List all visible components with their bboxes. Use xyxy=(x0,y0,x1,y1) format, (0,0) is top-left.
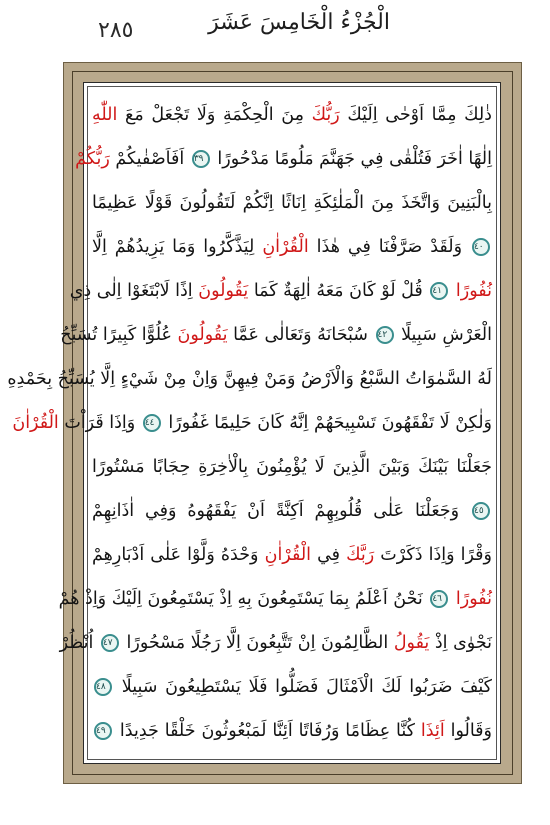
line-text: وَحْدَهُ وَلَّوْا عَلٰى اَدْبَارِهِمْ xyxy=(92,545,259,565)
line-text: الظَّالِمُونَ اِنْ تَتَّبِعُونَ اِلَّا رَجُلًا مَسْحُورًا xyxy=(126,633,389,653)
text-line xyxy=(92,664,492,710)
line-text: وَقَالُوا xyxy=(450,721,492,741)
text-line xyxy=(92,180,492,226)
highlighted-word: يَقُولُونَ xyxy=(198,281,249,301)
line-text: ذٰلِكَ مِمَّا اَوْحٰى اِلَيْكَ xyxy=(347,105,492,125)
line-text: اِلٰهًا اٰخَرَ فَتُلْقٰى فِي جَهَنَّمَ مَلُومًا مَدْحُورًا xyxy=(217,149,492,169)
highlighted-word: الْقُرْاٰنِ xyxy=(264,545,312,565)
line-text: اُنْظُرْ xyxy=(59,633,94,653)
line-text: وَجَعَلْنَا عَلٰى قُلُوبِهِمْ اَكِنَّةً اَنْ يَفْقَهُوهُ وَفِي اٰذَانِهِمْ xyxy=(92,501,460,521)
line-text: وَاِذَا قَرَاْتَ xyxy=(64,413,136,433)
verse-marker: ٤١ xyxy=(430,282,448,300)
text-line xyxy=(92,488,492,534)
line-text: نَحْنُ اَعْلَمُ بِمَا يَسْتَمِعُونَ بِهِ اِذْ يَسْتَمِعُونَ اِلَيْكَ وَاِذْ هُمْ xyxy=(58,589,423,609)
line-text: اَفَاَصْفٰيكُمْ xyxy=(115,149,185,169)
verse-marker: ٤٧ xyxy=(101,634,119,652)
text-line xyxy=(59,620,492,666)
text-line xyxy=(92,444,492,490)
line-text: جَعَلْنَا بَيْنَكَ وَبَيْنَ الَّذِينَ لَا يُؤْمِنُونَ بِالْاٰخِرَةِ حِجَابًا مَسْتُورًا xyxy=(92,457,492,477)
verse-marker: ٤٦ xyxy=(430,590,448,608)
highlighted-word: رَبُّكُمْ xyxy=(75,149,110,169)
verse-marker: ٤٢ xyxy=(376,326,394,344)
line-text: كُنَّا عِظَامًا وَرُفَاتًا اَئِنَّا لَمَبْعُوثُونَ خَلْقًا جَدِيدًا xyxy=(119,721,415,741)
line-text: عُلُوًّا كَبِيرًا تُسَبِّحُ xyxy=(60,325,172,345)
text-line xyxy=(92,532,492,578)
line-text: سُبْحَانَهُ وَتَعَالٰى عَمَّا xyxy=(233,325,368,345)
line-text: قُلْ لَوْ كَانَ مَعَهُ اٰلِهَةٌ كَمَا xyxy=(253,281,423,301)
juz-title: الْجُزْءُ الْخَامِسَ عَشَرَ xyxy=(208,10,390,35)
text-line xyxy=(60,312,492,358)
highlighted-word: رَبَّكَ xyxy=(346,545,375,565)
highlighted-word: يَقُولُونَ xyxy=(177,325,228,345)
line-text: نَجْوٰى اِذْ xyxy=(434,633,492,653)
line-text: فِي xyxy=(317,545,341,565)
line-text: اِذًا لَابْتَغَوْا اِلٰى ذِي xyxy=(69,281,193,301)
text-line xyxy=(92,708,492,754)
text-line xyxy=(7,356,492,402)
highlighted-word: اللّٰهِ xyxy=(92,105,118,125)
line-text: كَيْفَ ضَرَبُوا لَكَ الْاَمْثَالَ فَضَلُّوا فَلَا يَسْتَطِيعُونَ سَبِيلًا xyxy=(121,677,492,697)
highlighted-word: نُفُورًا xyxy=(455,281,492,301)
line-text: مِنَ الْحِكْمَةِ وَلَا تَجْعَلْ مَعَ xyxy=(125,105,304,125)
verse-marker: ٤٩ xyxy=(94,722,112,740)
verse-marker: ٤٤ xyxy=(143,414,161,432)
line-text: لَهُ السَّمٰوَاتُ السَّبْعُ وَالْاَرْضُ وَمَنْ فِيهِنَّ وَاِنْ مِنْ شَيْءٍ اِلَّا يُسَبِّحُ بِحَمْدِهِ xyxy=(7,369,492,389)
verse-marker: ٤٨ xyxy=(94,678,112,696)
line-text: وَلٰكِنْ لَا تَفْقَهُونَ تَسْبِيحَهُمْ اِنَّهُ كَانَ حَلِيمًا غَفُورًا xyxy=(168,413,492,433)
highlighted-word: رَبُّكَ xyxy=(311,105,340,125)
text-line xyxy=(58,576,492,622)
page-header xyxy=(0,0,550,62)
line-text: لِيَذَّكَّرُوا وَمَا يَزِيدُهُمْ اِلَّا xyxy=(92,237,255,257)
highlighted-word: نُفُورًا xyxy=(455,589,492,609)
text-line xyxy=(69,268,492,314)
verse-marker: ٣٩ xyxy=(192,150,210,168)
text-line xyxy=(92,92,492,138)
text-line xyxy=(92,224,492,270)
highlighted-word: الْقُرْاٰنَ xyxy=(12,413,59,433)
text-line xyxy=(75,136,492,182)
highlighted-word: الْقُرْاٰنِ xyxy=(262,237,309,257)
line-text: الْعَرْشِ سَبِيلًا xyxy=(401,325,492,345)
line-text: وَقْرًا وَاِذَا ذَكَرْتَ xyxy=(380,545,492,565)
verse-marker: ٤٠ xyxy=(472,238,490,256)
text-line xyxy=(12,400,492,446)
page-number: ٢٨٥ xyxy=(98,18,134,43)
highlighted-word: يَقُولُ xyxy=(393,633,430,653)
quran-text xyxy=(7,92,492,754)
verse-marker: ٤٥ xyxy=(472,502,490,520)
highlighted-word: اَئِذَا xyxy=(420,721,445,741)
line-text: بِالْبَنِينَ وَاتَّخَذَ مِنَ الْمَلٰئِكَةِ اِنَاثًا اِنَّكُمْ لَتَقُولُونَ قَوْلًا عَظِيمًا xyxy=(92,193,492,213)
line-text: وَلَقَدْ صَرَّفْنَا فِي هٰذَا xyxy=(316,237,463,257)
